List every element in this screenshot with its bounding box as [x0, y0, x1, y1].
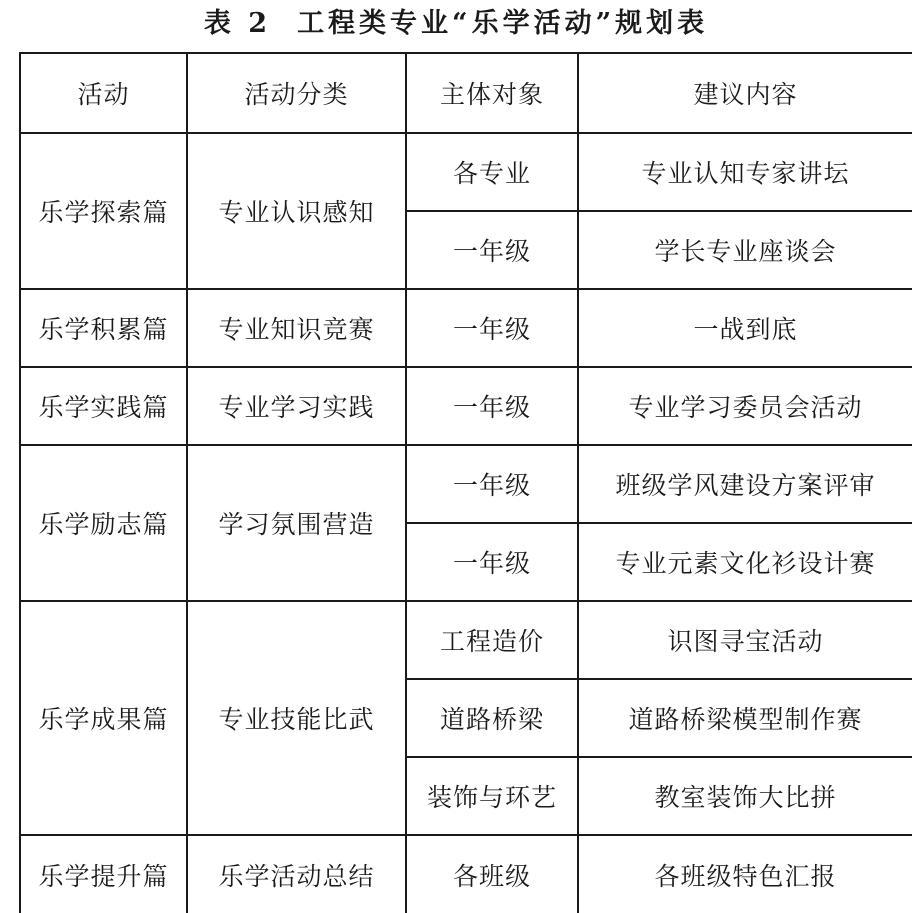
content-cell: 识图寻宝活动 — [578, 601, 912, 679]
subject-cell: 一年级 — [406, 445, 578, 523]
content-cell: 班级学风建设方案评审 — [578, 445, 912, 523]
content-cell: 教室装饰大比拼 — [578, 757, 912, 835]
header-category: 活动分类 — [187, 53, 406, 133]
category-cell: 专业学习实践 — [187, 367, 406, 445]
category-cell: 专业认识感知 — [187, 133, 406, 289]
activity-cell: 乐学探索篇 — [20, 133, 187, 289]
table-row — [20, 367, 912, 445]
header-subject: 主体对象 — [406, 53, 578, 133]
subject-cell: 工程造价 — [406, 601, 578, 679]
category-cell: 专业知识竞赛 — [187, 289, 406, 367]
activity-cell: 乐学成果篇 — [20, 601, 187, 835]
table-row — [20, 133, 912, 211]
subject-cell: 一年级 — [406, 289, 578, 367]
table-row — [20, 289, 912, 367]
content-cell: 专业认知专家讲坛 — [578, 133, 912, 211]
subject-cell: 一年级 — [406, 211, 578, 289]
activity-cell: 乐学实践篇 — [20, 367, 187, 445]
content-cell: 学长专业座谈会 — [578, 211, 912, 289]
subject-cell: 装饰与环艺 — [406, 757, 578, 835]
content-cell: 道路桥梁模型制作赛 — [578, 679, 912, 757]
category-cell: 学习氛围营造 — [187, 445, 406, 601]
activity-plan-table — [19, 52, 912, 913]
subject-cell: 各班级 — [406, 835, 578, 913]
activity-cell: 乐学积累篇 — [20, 289, 187, 367]
table-title: 工程类专业“乐学活动”规划表 — [297, 8, 709, 39]
subject-cell: 各专业 — [406, 133, 578, 211]
category-cell: 乐学活动总结 — [187, 835, 406, 913]
table-caption — [0, 6, 912, 42]
table-row — [20, 445, 912, 523]
table-number: 表 2 — [203, 8, 272, 39]
subject-cell: 一年级 — [406, 523, 578, 601]
content-cell: 各班级特色汇报 — [578, 835, 912, 913]
table-row — [20, 835, 912, 913]
content-cell: 专业元素文化衫设计赛 — [578, 523, 912, 601]
table-row — [20, 601, 912, 679]
activity-cell: 乐学提升篇 — [20, 835, 187, 913]
table-header-row — [20, 53, 912, 133]
header-content: 建议内容 — [578, 53, 912, 133]
activity-cell: 乐学励志篇 — [20, 445, 187, 601]
header-activity: 活动 — [20, 53, 187, 133]
subject-cell: 道路桥梁 — [406, 679, 578, 757]
content-cell: 一战到底 — [578, 289, 912, 367]
content-cell: 专业学习委员会活动 — [578, 367, 912, 445]
category-cell: 专业技能比武 — [187, 601, 406, 835]
subject-cell: 一年级 — [406, 367, 578, 445]
